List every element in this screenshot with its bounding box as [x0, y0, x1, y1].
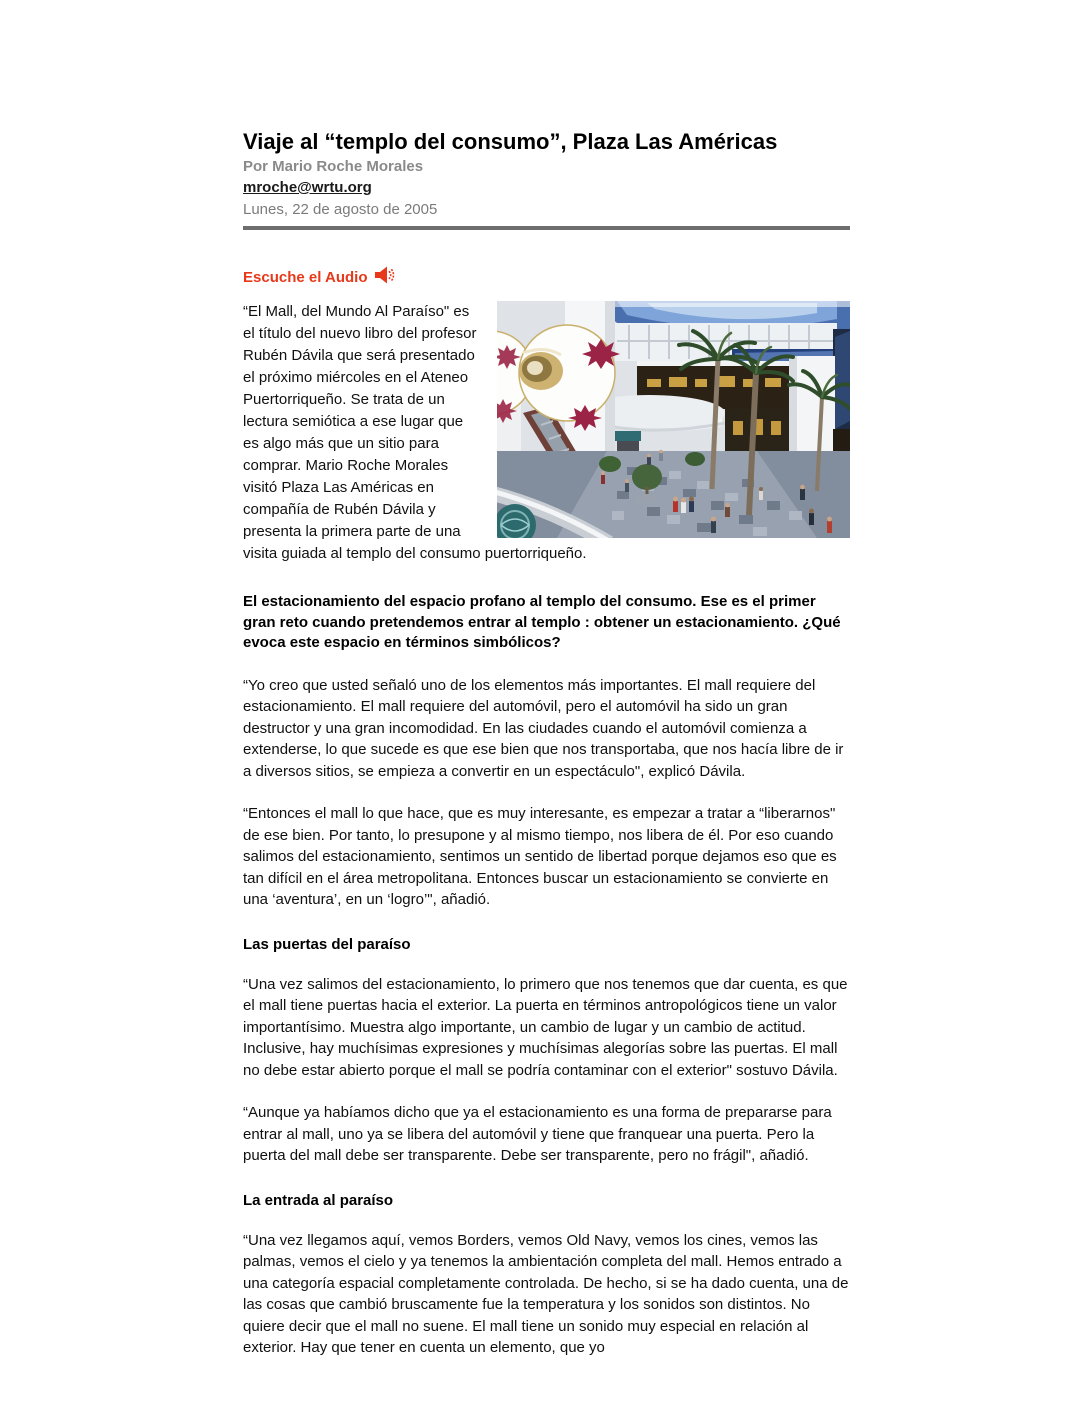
body-paragraph: “Aunque ya habíamos dicho que ya el estacionamiento es una forma de prepararse para entrar al mall, uno ya se libera del automóvil y tiene que franquear una puerta. Pero la puerta del mall debe ser transparente. Debe ser transparente, pero no frágil", añadió. [243, 1104, 832, 1164]
intro-paragraph: “El Mall, del Mundo Al Paraíso" es el título del nuevo libro del profesor Rubén Dávila que será presentado el próximo miércoles en el Ateneo Puertorriqueño. Se trata de un lectura semiótica a ese lugar que es algo más que un sitio para comprar. Mario Roche Morales visitó Plaza Las Américas en compañía de Rubén Dávila y presenta la primera parte de una visita guiada al templo del consumo puertorriqueño. [243, 303, 587, 562]
mall-interior-photo [497, 301, 850, 538]
email-link[interactable]: mroche@wrtu.org [243, 179, 372, 196]
section-heading-entrada: La entrada al paraíso [243, 1191, 394, 1209]
body-paragraph: “Entonces el mall lo que hace, que es muy interesante, es empezar a tratar a “liberarnos" de ese bien. Por tanto, lo presupone y al mismo tiempo, nos libera de él. Por eso cuando salimos del estacionamiento, sentimos un sentido de libertad porque dejamos eso que es tan difícil en el área metropolitana. Entonces buscar un estacionamiento se convierte en una ‘aventura’, en un ‘logro’", añadió. [243, 805, 837, 908]
question-paragraph: El estacionamiento del espacio profano al templo del consumo. Ese es el primer gran reto cuando pretendemos entrar al templo : obtener un estacionamiento. ¿Qué evoca este espacio en términos simbólicos? [243, 593, 841, 651]
audio-link[interactable] [243, 266, 395, 288]
divider [243, 226, 850, 230]
audio-label: Escuche el Audio [243, 268, 368, 286]
body-paragraph: “Una vez llegamos aquí, vemos Borders, vemos Old Navy, vemos los cines, vemos las palmas, vemos el cielo y ya tenemos la ambientación completa del mall. Hemos entrado a una categoría espacial completamente controlada. De hecho, si se ha dado cuenta, una de las cosas que cambió bruscamente fue la temperatura y los sonidos son distintos. No quiere decir que el mall no suene. El mall tiene un sonido muy especial en relación al exterior. Hay que tener en cuenta un elemento, que yo [243, 1231, 849, 1356]
section-heading-puertas: Las puertas del paraíso [243, 935, 411, 953]
article-date: Lunes, 22 de agosto de 2005 [243, 201, 438, 218]
page-title: Viaje al “templo del consumo”, Plaza Las Américas [243, 129, 778, 154]
audio-row [243, 266, 850, 288]
article [243, 129, 850, 1359]
body-paragraph: “Yo creo que usted señaló uno de los elementos más importantes. El mall requiere del estacionamiento. El mall requiere del automóvil, pero el automóvil ha sido un gran destructor y una gran incomodidad. En las ciudades cuando el automóvil comienza a extenderse, lo que sucede es que ese bien que nos transportaba, que nos hacía libre de ir a diversos sitios, se empieza a convertir en un espectáculo", explicó Dávila. [243, 676, 844, 780]
body-paragraph: “Una vez salimos del estacionamiento, lo primero que nos tenemos que dar cuenta, es que el mall tiene puertas hacia el exterior. La puerta en términos antropológicos tiene un valor importantísimo. Muestra algo importante, un cambio de lugar y un cambio de actitud. Inclusive, hay muchísimas expresiones y muchísimas alegorías sobre las puertas. El mall no debe estar abierto porque el mall se podría contaminar con el exterior" sostuvo Dávila. [243, 975, 848, 1079]
intro-block [243, 301, 850, 565]
speaker-icon [374, 266, 395, 288]
byline: Por Mario Roche Morales [243, 158, 424, 175]
